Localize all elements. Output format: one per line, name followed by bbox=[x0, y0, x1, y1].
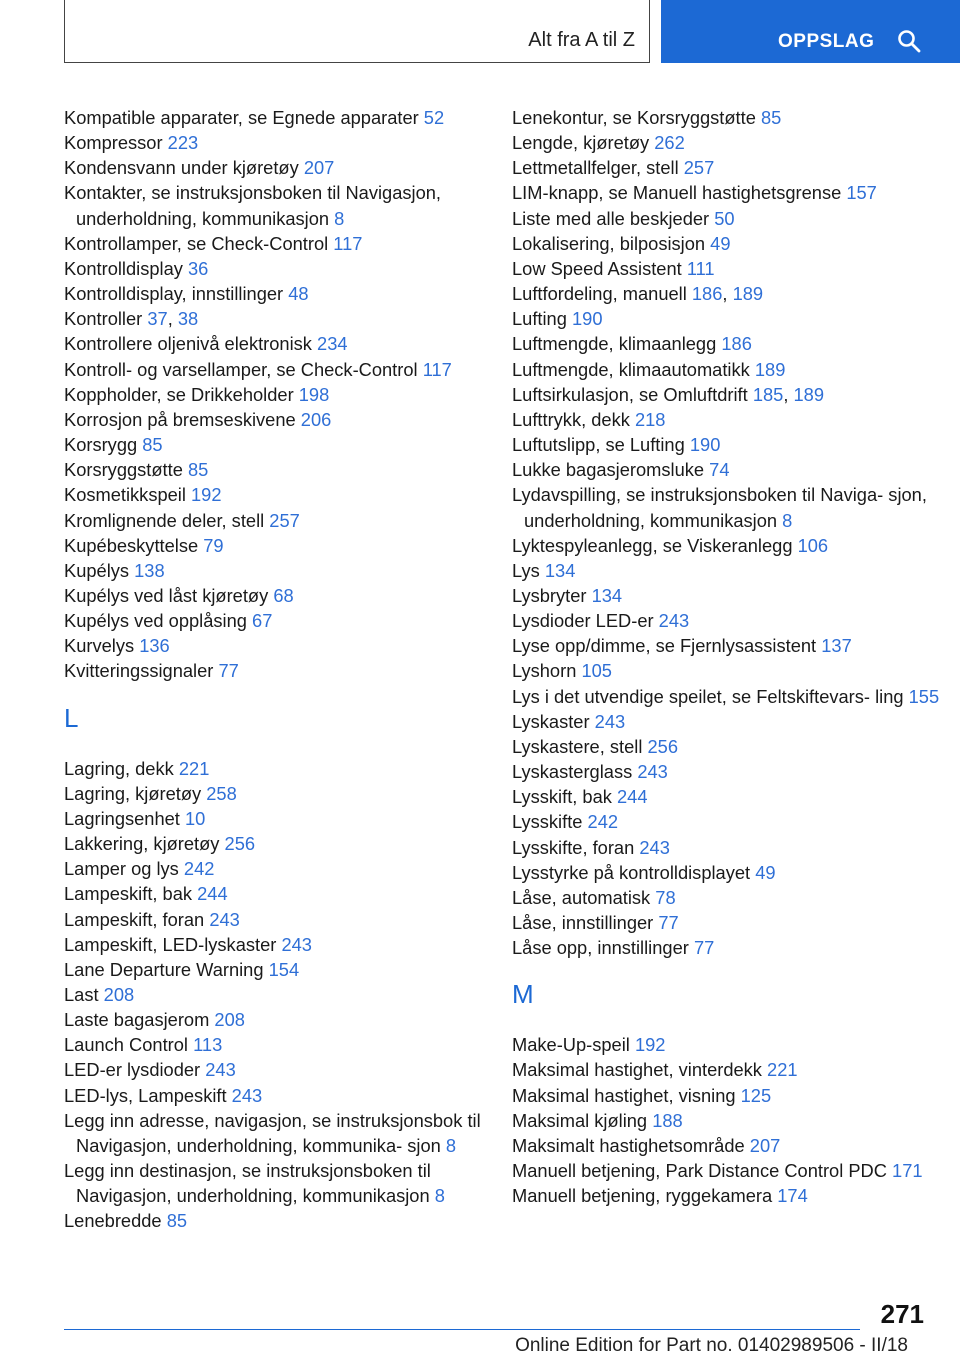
index-entry-text: Legg inn adresse, navigasjon, se instruksjonsbok til Navigasjon, underholdning, kommunika- sjon bbox=[64, 1109, 481, 1156]
section-heading-m: M bbox=[512, 979, 534, 1010]
page-ref-link[interactable]: 77 bbox=[693, 937, 715, 959]
footer-divider bbox=[64, 1329, 860, 1330]
index-entry bbox=[64, 781, 494, 806]
index-entry-text: Lysskifte bbox=[512, 811, 583, 833]
page-ref-link[interactable]: 67 bbox=[252, 610, 273, 632]
index-entry-text: Kontrollere oljenivå elektronisk bbox=[64, 333, 312, 355]
page-ref-link[interactable]: 68 bbox=[273, 584, 294, 606]
index-entry-text: Lyskastere, stell bbox=[512, 735, 643, 757]
page-ref-link[interactable]: 242 bbox=[183, 858, 215, 880]
index-entry-text: Kromlignende deler, stell bbox=[64, 509, 265, 531]
index-entry-text: Luftmengde, klimaanlegg bbox=[512, 333, 717, 355]
index-entry-text: Kontroll- og varsellamper, se Check-Control bbox=[64, 358, 418, 380]
index-entry bbox=[512, 910, 942, 935]
page-ref-link[interactable]: 192 bbox=[191, 484, 222, 506]
page-ref-link[interactable]: 8 bbox=[334, 207, 345, 229]
index-entry-text: LED-er lysdioder bbox=[64, 1059, 201, 1081]
index-entry bbox=[64, 633, 494, 658]
page-ref-link[interactable]: 243 bbox=[205, 1059, 236, 1081]
index-entry-text: Kurvelys bbox=[64, 635, 135, 657]
index-entry-text: Luftutslipp, se Lufting bbox=[512, 434, 685, 456]
index-entry bbox=[64, 583, 494, 608]
page-ref-link[interactable]: 154 bbox=[268, 958, 300, 980]
index-entry bbox=[64, 105, 494, 130]
page-ref-link[interactable]: 106 bbox=[797, 534, 829, 556]
index-entry: Luftfordeling, manuell 186, 189 bbox=[512, 283, 764, 305]
page-ref-link[interactable]: 105 bbox=[581, 660, 612, 682]
index-entry-text: LED-lys, Lampeskift bbox=[64, 1084, 227, 1106]
index-entry-text: Launch Control bbox=[64, 1034, 188, 1056]
chapter-tab[interactable] bbox=[64, 0, 650, 63]
index-entry-text: Lagring, dekk bbox=[64, 757, 174, 779]
page-ref-link[interactable]: 79 bbox=[203, 534, 224, 556]
index-entry bbox=[64, 608, 494, 633]
page-ref-link[interactable]: 257 bbox=[269, 509, 300, 531]
index-entry bbox=[64, 533, 494, 558]
index-entry bbox=[64, 756, 494, 781]
index-entry-text: Lagringsenhet bbox=[64, 807, 180, 829]
index-entry bbox=[64, 658, 494, 683]
page-ref-link[interactable]: 198 bbox=[298, 383, 330, 405]
index-entry-text: Manuell betjening, ryggekamera bbox=[512, 1185, 773, 1207]
index-entry-text: Lakkering, kjøretøy bbox=[64, 833, 220, 855]
index-entry-text: Kontroller bbox=[64, 308, 143, 330]
index-entry bbox=[64, 180, 494, 230]
index-entry bbox=[64, 331, 494, 356]
page-ref-link[interactable]: 258 bbox=[206, 782, 237, 804]
index-entry bbox=[64, 1057, 494, 1082]
index-entry bbox=[512, 1133, 942, 1158]
index-entry-text: Kontrolldisplay bbox=[64, 257, 183, 279]
page-ref-link[interactable]: 138 bbox=[134, 559, 165, 581]
page-ref-link[interactable]: 36 bbox=[187, 257, 209, 279]
page-ref-link[interactable]: 38 bbox=[177, 308, 199, 330]
page-ref-link[interactable]: 111 bbox=[686, 257, 715, 279]
page-ref-link[interactable]: 174 bbox=[777, 1185, 808, 1207]
index-entry-text: Luftmengde, klimaautomatikk bbox=[512, 358, 750, 380]
index-entry-text: Lydavspilling, se instruksjonsboken til Naviga- sjon, underholdning, kommunikasjon bbox=[512, 484, 927, 531]
index-entry bbox=[512, 432, 942, 457]
index-entry-text: Luftfordeling, manuell bbox=[512, 283, 687, 305]
index-entry bbox=[64, 881, 494, 906]
page-ref-link[interactable]: 208 bbox=[214, 1009, 245, 1031]
index-entry-text: Låse, automatisk bbox=[512, 886, 651, 908]
index-entry bbox=[512, 633, 942, 658]
index-entry-text: Maksimal hastighet, visning bbox=[512, 1084, 736, 1106]
index-list-k bbox=[64, 105, 494, 684]
index-entry bbox=[512, 482, 942, 532]
index-entry-text: Laste bagasjerom bbox=[64, 1009, 210, 1031]
index-entry-text: Kontakter, se instruksjonsboken til Navigasjon, underholdning, kommunikasjon bbox=[64, 182, 441, 229]
index-entry-text: Make-Up-speil bbox=[512, 1034, 630, 1056]
page-ref-link[interactable]: 117 bbox=[333, 232, 363, 254]
page-ref-link[interactable]: 8 bbox=[445, 1134, 457, 1156]
index-entry-text: Kompatible apparater, se Egnede apparater bbox=[64, 107, 419, 128]
index-entry-text: Low Speed Assistent bbox=[512, 257, 682, 279]
index-entry bbox=[64, 1208, 494, 1233]
page-ref-link[interactable]: 37 bbox=[147, 308, 168, 330]
page-ref-link[interactable]: 49 bbox=[755, 861, 776, 883]
page-ref-link[interactable]: 256 bbox=[224, 833, 256, 855]
index-entry bbox=[512, 206, 942, 231]
index-column-left bbox=[64, 105, 494, 1234]
edition-note: Online Edition for Part no. 01402989506 - II/18 bbox=[515, 1335, 908, 1356]
index-entry bbox=[512, 860, 942, 885]
index-entry bbox=[512, 306, 942, 331]
index-entry-text: Kosmetikkspeil bbox=[64, 484, 186, 506]
index-entry-text: Korsryggstøtte bbox=[64, 459, 183, 481]
index-column-right bbox=[512, 105, 942, 1208]
page-ref-link[interactable]: 221 bbox=[178, 757, 210, 779]
page-ref-link[interactable]: 189 bbox=[732, 283, 764, 305]
index-entry-text: Maksimal hastighet, vinterdekk bbox=[512, 1059, 762, 1081]
page-ref-link[interactable]: 243 bbox=[658, 610, 690, 632]
page-ref-link[interactable]: 208 bbox=[103, 984, 135, 1005]
page-ref-link[interactable]: 243 bbox=[594, 710, 626, 732]
index-entry-text: Lufttrykk, dekk bbox=[512, 408, 630, 430]
page-ref-link[interactable]: 244 bbox=[617, 786, 648, 808]
page-ref-link[interactable]: 221 bbox=[767, 1059, 798, 1081]
index-entry-text: Lysdioder LED-er bbox=[512, 610, 654, 632]
page-ref-link[interactable]: 243 bbox=[209, 908, 240, 930]
index-entry-text: Kontrollamper, se Check-Control bbox=[64, 232, 329, 254]
index-entry bbox=[512, 180, 942, 205]
index-entry bbox=[64, 957, 494, 982]
index-entry-text: Legg inn destinasjon, se instruksjonsboken til Navigasjon, underholdning, kommunikasjon bbox=[64, 1160, 431, 1207]
index-entry bbox=[64, 1083, 494, 1108]
page-ref-link[interactable]: 49 bbox=[710, 232, 731, 254]
index-entry bbox=[64, 806, 494, 831]
index-entry bbox=[64, 982, 494, 1007]
index-entry bbox=[64, 281, 494, 306]
index-entry bbox=[512, 709, 942, 734]
page-ref-link[interactable]: 242 bbox=[587, 811, 619, 833]
index-entry-text: Lys i det utvendige speilet, se Feltskiftevars- ling bbox=[512, 685, 904, 707]
index-entry-text: Korsrygg bbox=[64, 434, 138, 456]
page-ref-link[interactable]: 157 bbox=[846, 182, 877, 204]
index-entry-text: Lysbryter bbox=[512, 584, 587, 606]
index-entry bbox=[512, 1158, 942, 1183]
page-number: 271 bbox=[880, 1299, 924, 1329]
index-entry-text: Kupélys ved opplåsing bbox=[64, 610, 247, 632]
index-entry-text: Kontrolldisplay, innstillinger bbox=[64, 283, 284, 305]
index-entry-text: Lysstyrke på kontrolldisplayet bbox=[512, 861, 751, 883]
index-entry bbox=[512, 734, 942, 759]
index-entry bbox=[512, 331, 942, 356]
page-ref-link[interactable]: 243 bbox=[639, 836, 670, 858]
chapter-tab-label: Alt fra A til Z bbox=[528, 29, 635, 51]
index-entry bbox=[64, 130, 494, 155]
page-ref-link[interactable]: 52 bbox=[423, 107, 445, 128]
page-ref-link[interactable]: 256 bbox=[647, 735, 678, 757]
page-ref-link[interactable]: 243 bbox=[637, 761, 668, 783]
page-ref-link[interactable]: 117 bbox=[422, 358, 452, 380]
search-icon[interactable] bbox=[897, 29, 921, 53]
page-ref-link[interactable]: 190 bbox=[571, 308, 603, 330]
index-entry-text: Lysskifte, foran bbox=[512, 836, 635, 858]
index-entry bbox=[512, 1057, 942, 1082]
page-ref-link[interactable]: 134 bbox=[591, 584, 623, 606]
index-entry bbox=[512, 105, 942, 130]
page-ref-link[interactable]: 244 bbox=[197, 883, 228, 905]
page-ref-link[interactable]: 186 bbox=[691, 283, 723, 305]
index-entry-text: Koppholder, se Drikkeholder bbox=[64, 383, 294, 405]
index-entry bbox=[512, 835, 942, 860]
index-entry-text: Lukke bagasjeromsluke bbox=[512, 459, 705, 481]
page-ref-link[interactable]: 171 bbox=[892, 1160, 923, 1182]
index-entry bbox=[64, 508, 494, 533]
index-entry bbox=[64, 256, 494, 281]
index-entry-text: Lysskift, bak bbox=[512, 786, 612, 808]
index-entry-text: Lyskasterglass bbox=[512, 761, 633, 783]
index-entry bbox=[512, 684, 942, 709]
page-ref-link[interactable]: 234 bbox=[317, 333, 348, 355]
index-entry bbox=[512, 1032, 942, 1057]
page-ref-link[interactable]: 190 bbox=[689, 434, 721, 456]
page-ref-link[interactable]: 136 bbox=[139, 635, 170, 657]
index-entry-text: Lyktespyleanlegg, se Viskeranlegg bbox=[512, 534, 793, 556]
page-ref-link[interactable]: 189 bbox=[793, 383, 825, 405]
page-ref-link[interactable]: 85 bbox=[187, 459, 209, 481]
index-entry bbox=[64, 155, 494, 180]
page-ref-link[interactable]: 74 bbox=[709, 459, 730, 481]
page-ref-link[interactable]: 155 bbox=[908, 685, 940, 707]
index-entry bbox=[512, 231, 942, 256]
index-entry bbox=[64, 1007, 494, 1032]
index-entry-text: Låse opp, innstillinger bbox=[512, 937, 689, 959]
page-ref-link[interactable]: 189 bbox=[754, 358, 786, 380]
page-ref-link[interactable]: 8 bbox=[782, 509, 793, 531]
index-entry-text: Maksimal kjøling bbox=[512, 1109, 648, 1131]
page-ref-link[interactable]: 77 bbox=[218, 660, 239, 682]
index-entry-text: Luftsirkulasjon, se Omluftdrift bbox=[512, 383, 748, 405]
index-list-l-continued bbox=[512, 105, 942, 960]
section-tab[interactable] bbox=[661, 0, 960, 63]
page-ref-link[interactable]: 262 bbox=[654, 132, 685, 154]
index-entry-text: Korrosjon på bremseskivene bbox=[64, 408, 296, 430]
index-list-m bbox=[512, 1032, 942, 1208]
page-ref-link[interactable]: 134 bbox=[544, 559, 576, 581]
index-entry bbox=[64, 382, 494, 407]
index-entry-text: Kupélys ved låst kjøretøy bbox=[64, 584, 269, 606]
index-entry bbox=[512, 457, 942, 482]
index-entry bbox=[64, 1108, 494, 1158]
index-entry-text: Last bbox=[64, 984, 99, 1005]
page-ref-link[interactable]: 185 bbox=[752, 383, 784, 405]
index-entry-text: Lane Departure Warning bbox=[64, 958, 264, 980]
page-ref-link[interactable]: 218 bbox=[634, 408, 666, 430]
index-entry bbox=[64, 1158, 494, 1208]
index-entry bbox=[512, 608, 942, 633]
index-entry-text: Maksimalt hastighetsområde bbox=[512, 1134, 745, 1156]
index-entry bbox=[512, 1183, 942, 1208]
index-entry bbox=[64, 907, 494, 932]
page-ref-link[interactable]: 8 bbox=[434, 1185, 445, 1207]
index-entry: Kontroller 37, 38 bbox=[64, 308, 199, 330]
page-ref-link[interactable]: 85 bbox=[142, 434, 163, 456]
index-entry bbox=[512, 558, 942, 583]
page-ref-link[interactable]: 243 bbox=[281, 933, 312, 955]
index-entry-text: Lettmetallfelger, stell bbox=[512, 157, 679, 179]
index-entry-text: Kvitteringssignaler bbox=[64, 660, 214, 682]
index-entry bbox=[512, 130, 942, 155]
page-ref-link[interactable]: 192 bbox=[634, 1034, 666, 1056]
index-entry-text: Lampeskift, bak bbox=[64, 883, 193, 905]
page-ref-link[interactable]: 137 bbox=[821, 635, 852, 657]
index-entry-text: Lagring, kjøretøy bbox=[64, 782, 202, 804]
page-ref-link[interactable]: 257 bbox=[683, 157, 715, 179]
index-entry bbox=[512, 533, 942, 558]
index-entry-text: Kupélys bbox=[64, 559, 130, 581]
index-list-l bbox=[64, 756, 494, 1234]
index-entry-text: Kupébeskyttelse bbox=[64, 534, 199, 556]
index-entry bbox=[512, 935, 942, 960]
index-entry bbox=[64, 831, 494, 856]
index-entry bbox=[512, 885, 942, 910]
section-tab-label: OPPSLAG bbox=[778, 31, 875, 52]
page-ref-link[interactable]: 85 bbox=[166, 1210, 188, 1232]
page-ref-link[interactable]: 223 bbox=[167, 132, 199, 154]
index-entry bbox=[64, 432, 494, 457]
index-entry bbox=[64, 457, 494, 482]
index-entry bbox=[64, 856, 494, 881]
index-entry bbox=[64, 932, 494, 957]
index-entry-text: Liste med alle beskjeder bbox=[512, 207, 710, 229]
index-entry bbox=[512, 407, 942, 432]
page-ref-link[interactable]: 50 bbox=[714, 207, 735, 229]
index-entry bbox=[512, 759, 942, 784]
page-ref-link[interactable]: 85 bbox=[760, 107, 782, 128]
page-ref-link[interactable]: 188 bbox=[652, 1109, 683, 1131]
index-entry bbox=[512, 256, 942, 281]
index-entry-text: Lamper og lys bbox=[64, 858, 179, 880]
section-heading-l: L bbox=[64, 702, 79, 733]
index-entry bbox=[64, 558, 494, 583]
page-ref-link[interactable]: 243 bbox=[231, 1084, 263, 1106]
page-ref-link[interactable]: 113 bbox=[193, 1034, 223, 1056]
index-entry-text: Låse, innstillinger bbox=[512, 912, 654, 933]
page-ref-link[interactable]: 10 bbox=[184, 807, 206, 829]
index-entry bbox=[512, 1083, 942, 1108]
index-entry-text: Lokalisering, bilposisjon bbox=[512, 232, 706, 254]
index-entry-text: Manuell betjening, Park Distance Control PDC bbox=[512, 1160, 887, 1182]
index-entry-text: Kompressor bbox=[64, 132, 163, 154]
page-ref-link[interactable]: 78 bbox=[655, 886, 676, 908]
page-ref-link[interactable]: 48 bbox=[288, 283, 309, 305]
index-entry bbox=[512, 155, 942, 180]
index-entry-text: Lufting bbox=[512, 308, 567, 330]
index-entry-text: Lampeskift, LED-lyskaster bbox=[64, 933, 277, 955]
index-entry bbox=[64, 357, 494, 382]
index-entry-text: Lyskaster bbox=[512, 710, 590, 732]
page-ref-link[interactable]: 125 bbox=[740, 1084, 772, 1106]
index-entry-text: Lyse opp/dimme, se Fjernlysassistent bbox=[512, 635, 817, 657]
page-ref-link[interactable]: 207 bbox=[303, 157, 335, 179]
index-entry-text: Kondensvann under kjøretøy bbox=[64, 157, 299, 179]
index-entry bbox=[64, 482, 494, 507]
index-entry bbox=[512, 1108, 942, 1133]
page-ref-link[interactable]: 186 bbox=[721, 333, 752, 355]
index-entry bbox=[512, 809, 942, 834]
page-ref-link[interactable]: 206 bbox=[300, 408, 332, 430]
index-entry-text: LIM-knapp, se Manuell hastighetsgrense bbox=[512, 182, 842, 204]
index-entry: Luftsirkulasjon, se Omluftdrift 185, 189 bbox=[512, 383, 825, 405]
page-ref-link[interactable]: 77 bbox=[658, 912, 679, 933]
page-ref-link[interactable]: 207 bbox=[749, 1134, 781, 1156]
index-entry bbox=[512, 357, 942, 382]
index-entry-text: Lampeskift, foran bbox=[64, 908, 205, 930]
index-entry bbox=[512, 784, 942, 809]
index-entry-text: Lenebredde bbox=[64, 1210, 162, 1232]
index-entry-text: Lyshorn bbox=[512, 660, 577, 682]
index-entry-text: Lenekontur, se Korsryggstøtte bbox=[512, 107, 756, 128]
index-entry bbox=[64, 1032, 494, 1057]
index-entry bbox=[512, 583, 942, 608]
index-entry bbox=[512, 658, 942, 683]
index-entry bbox=[64, 407, 494, 432]
index-entry-text: Lengde, kjøretøy bbox=[512, 132, 650, 154]
index-entry bbox=[64, 231, 494, 256]
index-entry-text: Lys bbox=[512, 559, 540, 581]
